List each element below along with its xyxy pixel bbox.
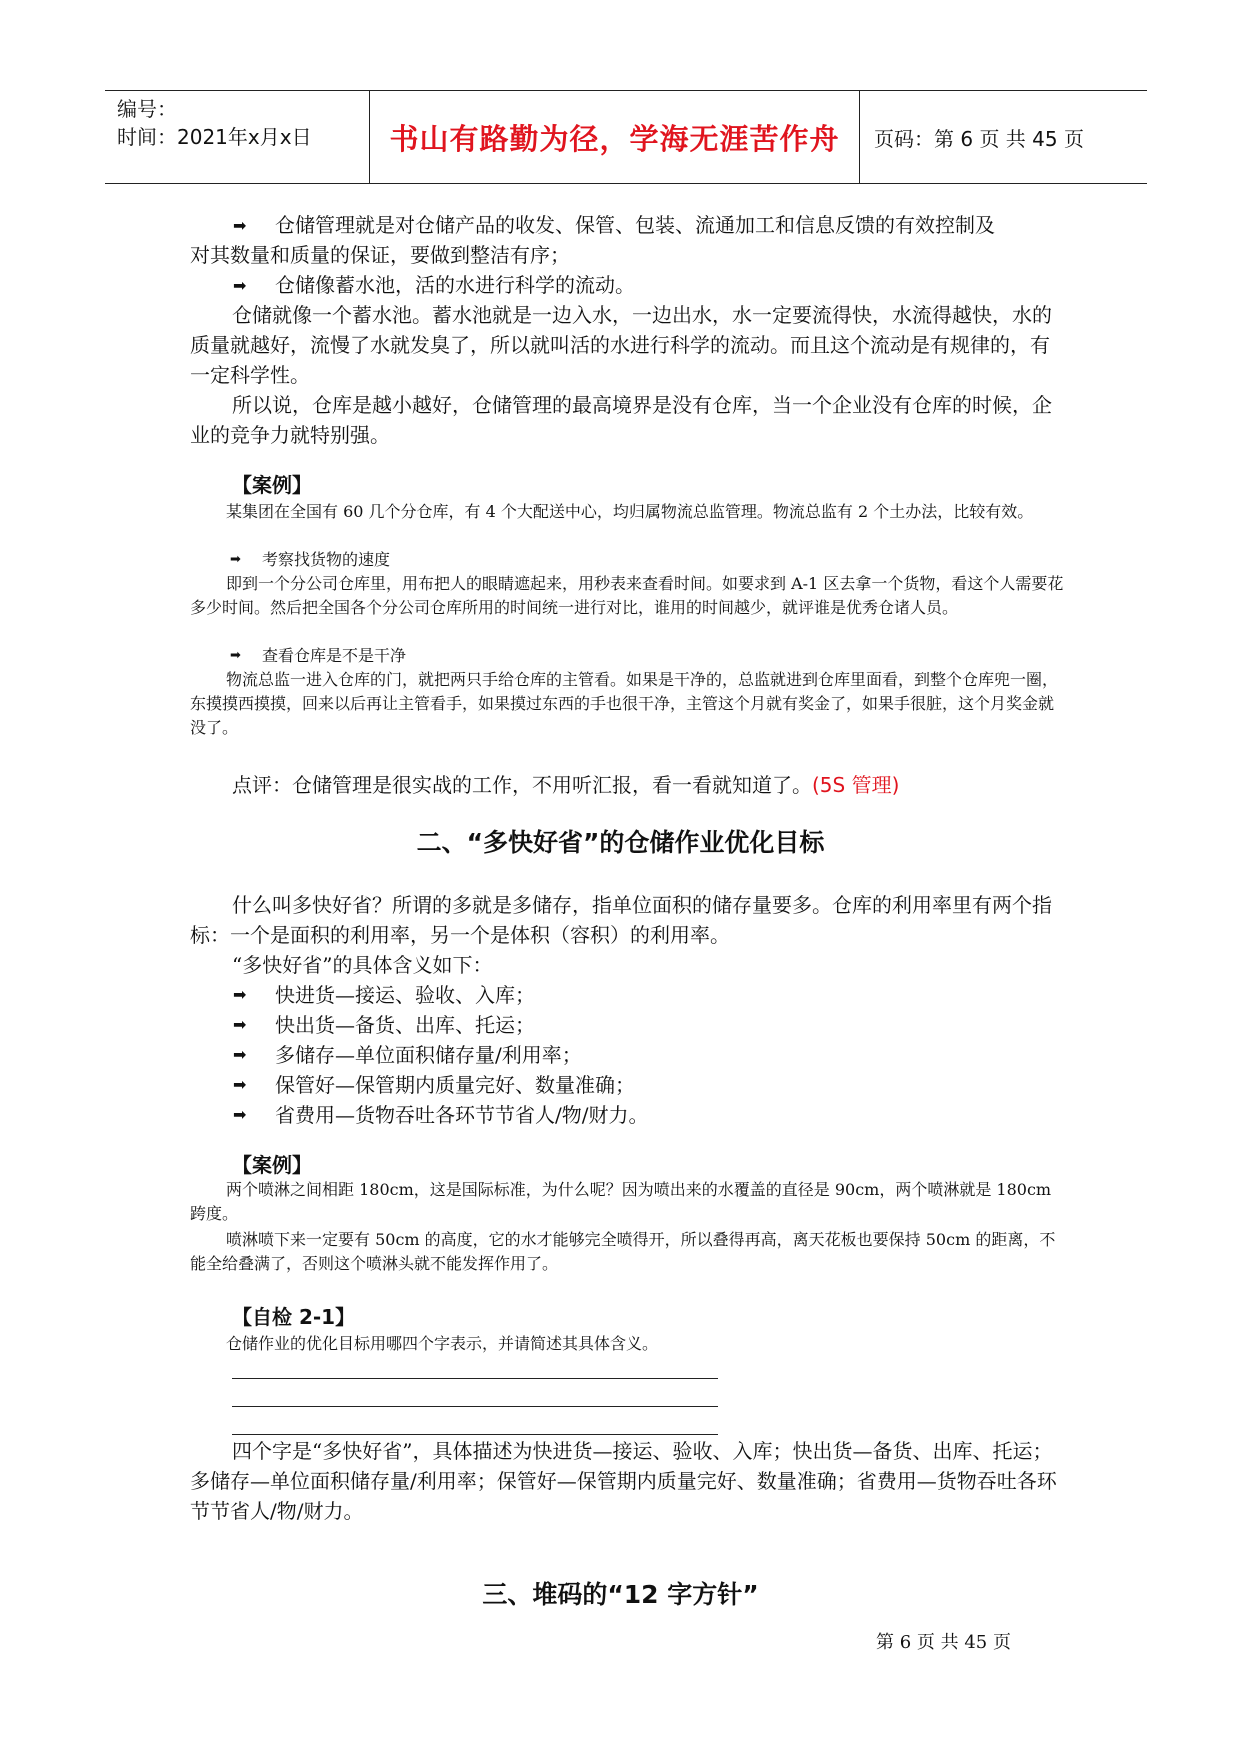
header-left-cell — [105, 91, 370, 183]
page-header — [105, 90, 1147, 184]
comment — [190, 770, 1058, 800]
case-bullet: 查看仓库是不是干净 — [262, 646, 407, 665]
paragraph: “多快好省”的具体含义如下： — [232, 953, 493, 977]
arrow-bullet-icon: ➡ — [233, 216, 247, 235]
arrow-bullet-icon: ➡ — [233, 1015, 247, 1034]
paragraph: 所以说，仓库是越小越好，仓储管理的最高境界是没有仓库，当一个企业没有仓库的时候，企业的竞争力就特别强。 — [190, 393, 1052, 447]
case-text: 物流总监一进入仓库的门，就把两只手给仓库的主管看。如果是干净的，总监就进到仓库里面看，到整个仓库兜一圈，东摸摸西摸摸，回来以后再让主管看手，如果摸过东西的手也很干净，主管这个月就有奖金了，如果手很脏，这个月奖金就没了。 — [190, 670, 1059, 737]
header-page-number: 页码：第 6 页 共 45 页 — [874, 126, 1084, 151]
bullet-text: 仓储管理就是对仓储产品的收发、保管、包装、流通加工和信息反馈的有效控制及 — [275, 213, 995, 237]
list-item: 快进货—接运、验收、入库； — [275, 983, 535, 1007]
list-item: 快出货—备货、出库、托运； — [275, 1013, 535, 1037]
document-number-label: 编号： — [117, 97, 177, 121]
section-heading: 二、“多快好省”的仓储作业优化目标 — [416, 828, 825, 857]
answer-line — [232, 1406, 718, 1407]
arrow-bullet-icon: ➡ — [230, 648, 241, 663]
list-item: 多储存—单位面积储存量/利用率； — [275, 1043, 582, 1067]
case-text: 两个喷淋之间相距 180cm，这是国际标准，为什么呢？因为喷出来的水覆盖的直径是 90cm，两个喷淋就是 180cm 跨度。 — [190, 1180, 1052, 1223]
arrow-bullet-icon: ➡ — [233, 1105, 247, 1124]
list-item: 省费用—货物吞吐各环节节省人/物/财力。 — [275, 1103, 649, 1127]
section-heading: 三、堆码的“12 字方针” — [482, 1580, 759, 1609]
answer-line — [232, 1434, 718, 1435]
case-text: 某集团在全国有 60 几个分仓库，有 4 个大配送中心，均归属物流总监管理。物流总监有 2 个土办法，比较有效。 — [226, 502, 1034, 521]
header-right-cell — [860, 91, 1147, 183]
arrow-bullet-icon: ➡ — [233, 1075, 247, 1094]
selfcheck-heading: 【自检 2-1】 — [232, 1305, 356, 1329]
header-motto: 书山有路勤为径，学海无涯苦作舟 — [389, 121, 840, 156]
header-middle-cell — [370, 91, 860, 183]
comment-tag: (5S 管理) — [812, 773, 900, 797]
document-time: 时间：2021年x月x日 — [117, 125, 312, 149]
case-bullet: 考察找货物的速度 — [262, 550, 391, 569]
paragraph: 仓储就像一个蓄水池。蓄水池就是一边入水，一边出水，水一定要流得快，水流得越快，水的质量就越好，流慢了水就发臭了，所以就叫活的水进行科学的流动。而且这个流动是有规律的，有一定科学性。 — [190, 303, 1052, 387]
arrow-bullet-icon: ➡ — [233, 276, 247, 295]
arrow-bullet-icon: ➡ — [233, 1045, 247, 1064]
case-text: 即到一个分公司仓库里，用布把人的眼睛遮起来，用秒表来查看时间。如要求到 A-1 区去拿一个货物，看这个人需要花多少时间。然后把全国各个分公司仓库所用的时间统一进行对比，谁用的时间越少，就评谁是优秀仓诸人员。 — [190, 574, 1064, 617]
page-footer: 第 6 页 共 45 页 — [876, 1632, 1011, 1653]
selfcheck-question: 仓储作业的优化目标用哪四个字表示，并请简述其具体含义。 — [226, 1334, 659, 1353]
case-heading: 【案例】 — [232, 1153, 312, 1177]
bullet-text: 仓储像蓄水池，活的水进行科学的流动。 — [275, 273, 635, 297]
selfcheck-answer: 四个字是“多快好省”，具体描述为快进货—接运、验收、入库；快出货—备货、出库、托运；多储存—单位面积储存量/利用率；保管好—保管期内质量完好、数量准确；省费用—货物吞吐各环节节省人/物/财力。 — [190, 1439, 1057, 1523]
arrow-bullet-icon: ➡ — [230, 552, 241, 567]
arrow-bullet-icon: ➡ — [233, 985, 247, 1004]
list-item: 保管好—保管期内质量完好、数量准确； — [275, 1073, 635, 1097]
case-heading: 【案例】 — [232, 473, 312, 497]
comment-text: 点评：仓储管理是很实战的工作，不用听汇报，看一看就知道了。 — [232, 773, 812, 797]
answer-line — [232, 1378, 718, 1379]
paragraph: 什么叫多快好省？所谓的多就是多储存，指单位面积的储存量要多。仓库的利用率里有两个指标：一个是面积的利用率，另一个是体积（容积）的利用率。 — [190, 893, 1052, 947]
case-text: 喷淋喷下来一定要有 50cm 的高度，它的水才能够完全喷得开，所以叠得再高，离天花板也要保持 50cm 的距离，不能全给叠满了，否则这个喷淋头就不能发挥作用了。 — [190, 1230, 1056, 1273]
bullet-text-continued: 对其数量和质量的保证，要做到整洁有序； — [190, 243, 570, 267]
